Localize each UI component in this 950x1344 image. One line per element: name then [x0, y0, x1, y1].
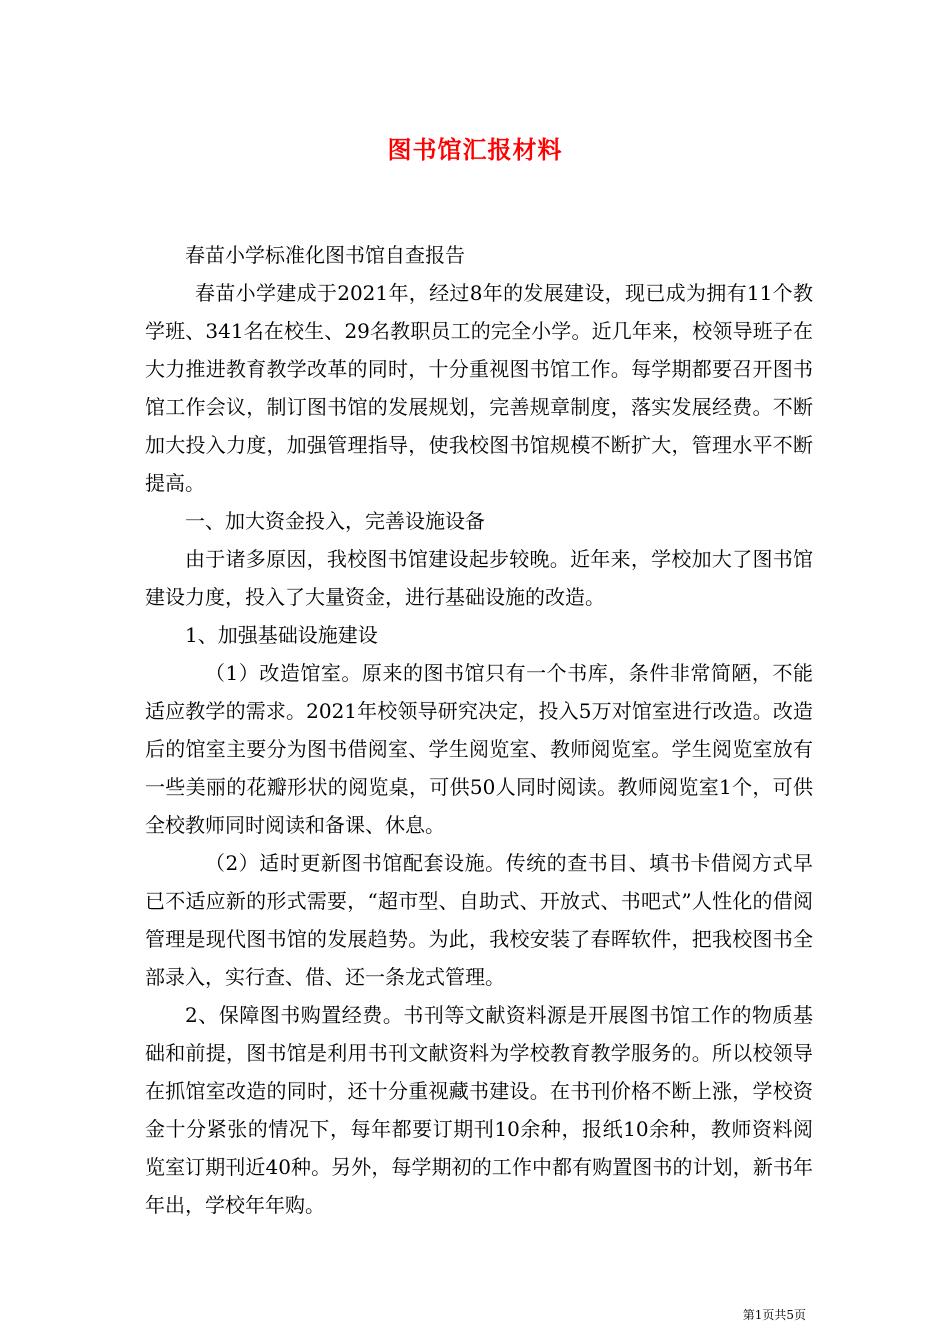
paragraph-funding: 2、保障图书购置经费。书刊等文献资料源是开展图书馆工作的物质基础和前提，图书馆是利用书刊文献资料为学校教育教学服务的。所以校领导在抓馆室改造的同时，还十分重视藏书建设。在书刊价格不断上涨，学校资金十分紧张的情况下，每年都要订期刊10余种，报纸10余种，教师资料阅览室订期刊近40种。另外，每学期初的工作中都有购置图书的计划，新书年年出，学校年年购。: [145, 1003, 813, 1217]
paragraph-renovation: （1）改造馆室。原来的图书馆只有一个书库，条件非常简陋，不能适应教学的需求。2021年校领导研究决定，投入5万对馆室进行改造。改造后的馆室主要分为图书借阅室、学生阅览室、教师阅览室。学生阅览室放有一些美丽的花瓣形状的阅览桌，可供50人同时阅读。教师阅览室1个，可供全校教师同时阅读和备课、休息。: [145, 661, 813, 837]
paragraph-facilities: （2）适时更新图书馆配套设施。传统的查书目、填书卡借阅方式早已不适应新的形式需要，“超市型、自助式、开放式、书吧式”人性化的借阅管理是现代图书馆的发展趋势。为此，我校安装了春晖软件，把我校图书全部录入，实行查、借、还一条龙式管理。: [145, 851, 813, 989]
document-title: 图书馆汇报材料: [387, 135, 563, 164]
page-number: 第1页共5页: [742, 1308, 806, 1322]
paragraph-intro: 春苗小学建成于2021年，经过8年的发展建设，现已成为拥有11个教学班、341名在校生、29名教职员工的完全小学。近几年来，校领导班子在大力推进教育教学改革的同时，十分重视图书馆工作。每学期都要召开图书馆工作会议，制订图书馆的发展规划，完善规章制度，落实发展经费。不断加大投入力度，加强管理指导，使我校图书馆规模不断扩大，管理水平不断提高。: [145, 281, 813, 495]
subsection-heading-1: 1、加强基础设施建设: [185, 623, 378, 647]
document-body: [145, 236, 813, 1224]
report-subtitle: 春苗小学标准化图书馆自查报告: [185, 243, 465, 267]
section-heading-1: 一、加大资金投入，完善设施设备: [185, 509, 485, 533]
paragraph-section-1: 由于诸多原因，我校图书馆建设起步较晚。近年来，学校加大了图书馆建设力度，投入了大量资金，进行基础设施的改造。: [145, 547, 813, 609]
